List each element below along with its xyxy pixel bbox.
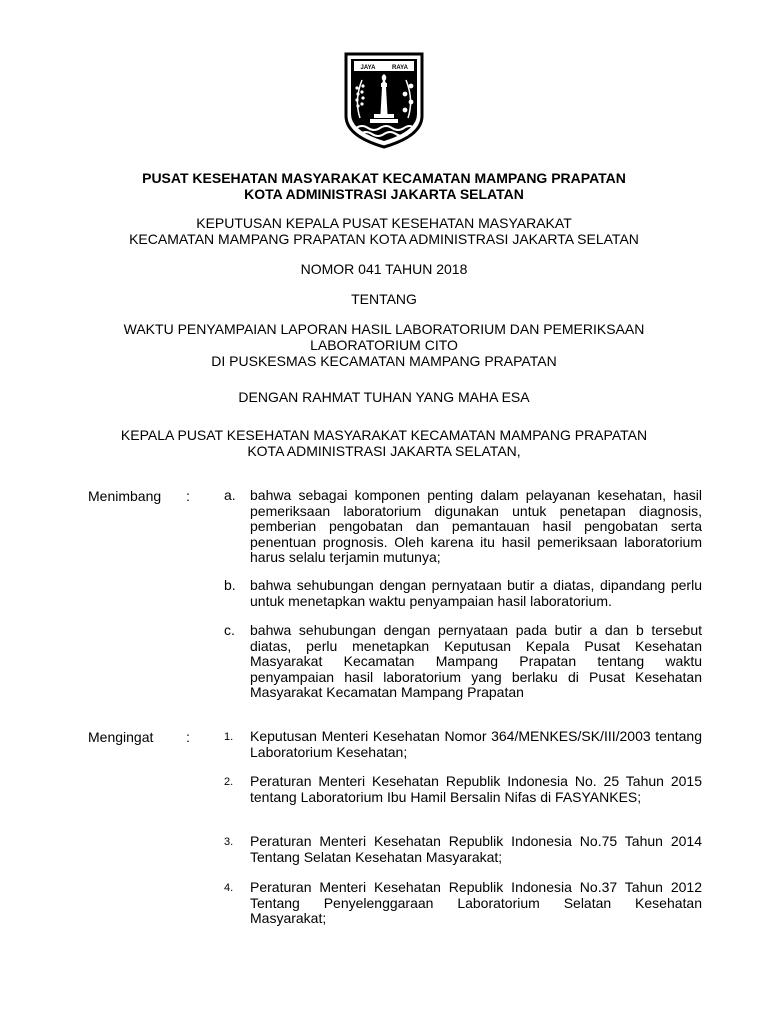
- decree-number: NOMOR 041 TAHUN 2018: [300, 261, 468, 277]
- item-text: bahwa sehubungan dengan pernyataan pada butir a dan b tersebut diatas, perlu menetapkan Keputusan Kepala Pusat Kesehatan Masyarakat Kecamatan Mampang Prapatan tentang waktu penyampaian hasil laboratorium yang berlaku di Pusat Kesehatan Masyarakat Kecamatan Mampang Prapatan: [250, 622, 702, 700]
- item-text: Keputusan Menteri Kesehatan Nomor 364/MENKES/SK/III/2003 tentang Laboratorium Kesehatan;: [250, 728, 702, 760]
- item-marker: c.: [224, 622, 235, 638]
- org-name-line2: KOTA ADMINISTRASI JAKARTA SELATAN: [244, 186, 524, 202]
- head-title-line1: KEPALA PUSAT KESEHATAN MASYARAKAT KECAMATAN MAMPANG PRAPATAN: [120, 427, 648, 443]
- item-text: Peraturan Menteri Kesehatan Republik Indonesia No.37 Tahun 2012 Tentang Penyelenggaraan Laboratorium Selatan Kesehatan Masyarakat;: [250, 879, 702, 926]
- mengingat-item: [224, 834, 702, 865]
- item-text: bahwa sebagai komponen penting dalam pelayanan kesehatan, hasil pemeriksaan laboratorium digunakan untuk penetapan diagnosis, pemberian pengobatan dan pemantauan hasil pengobatan serta penentuan prognosis. Oleh karena itu hasil pemeriksaan laboratorium harus selalu terjamin mutunya;: [250, 487, 702, 565]
- item-marker: 1.: [224, 731, 234, 743]
- subject-line3: DI PUSKESMAS KECAMATAN MAMPANG PRAPATAN: [211, 353, 557, 369]
- mengingat-colon: :: [186, 729, 190, 745]
- menimbang-item: [224, 623, 702, 701]
- menimbang-item: [224, 488, 702, 566]
- item-marker: a.: [224, 487, 236, 503]
- menimbang-label: Menimbang: [88, 488, 162, 504]
- item-marker: b.: [224, 577, 236, 593]
- menimbang-item: [224, 578, 702, 609]
- jakarta-emblem-icon: [342, 50, 426, 150]
- item-marker: 3.: [224, 836, 234, 848]
- decree-title-line1: KEPUTUSAN KEPALA PUSAT KESEHATAN MASYARAKAT: [196, 215, 572, 231]
- decree-title-line2: KECAMATAN MAMPANG PRAPATAN KOTA ADMINISTRASI JAKARTA SELATAN: [129, 231, 639, 247]
- item-text: bahwa sehubungan dengan pernyataan butir a diatas, dipandang perlu untuk menetapkan waktu penyampaian hasil laboratorium.: [250, 577, 702, 609]
- menimbang-colon: :: [186, 488, 190, 504]
- item-marker: 2.: [224, 776, 234, 788]
- svg-text:JAYA: JAYA: [360, 65, 376, 71]
- subject-line1: WAKTU PENYAMPAIAN LAPORAN HASIL LABORATORIUM DAN PEMERIKSAAN: [123, 321, 645, 337]
- item-text: Peraturan Menteri Kesehatan Republik Indonesia No.75 Tahun 2014 Tentang Selatan Kesehatan Masyarakat;: [250, 833, 702, 865]
- mengingat-item: [224, 729, 702, 760]
- subject-line2: LABORATORIUM CITO: [310, 337, 458, 353]
- item-marker: 4.: [224, 882, 234, 894]
- blessing-line: DENGAN RAHMAT TUHAN YANG MAHA ESA: [238, 389, 530, 405]
- head-title-line2: KOTA ADMINISTRASI JAKARTA SELATAN,: [247, 443, 521, 459]
- item-text: Peraturan Menteri Kesehatan Republik Indonesia No. 25 Tahun 2015 tentang Laboratorium Ibu Hamil Bersalin Nifas di FASYANKES;: [250, 773, 702, 805]
- about-heading: TENTANG: [351, 291, 417, 307]
- mengingat-item: [224, 774, 702, 805]
- org-name-line1: PUSAT KESEHATAN MASYARAKAT KECAMATAN MAMPANG PRAPATAN: [142, 170, 626, 186]
- svg-text:RAYA: RAYA: [392, 65, 408, 71]
- mengingat-item: [224, 880, 702, 927]
- mengingat-label: Mengingat: [88, 729, 154, 745]
